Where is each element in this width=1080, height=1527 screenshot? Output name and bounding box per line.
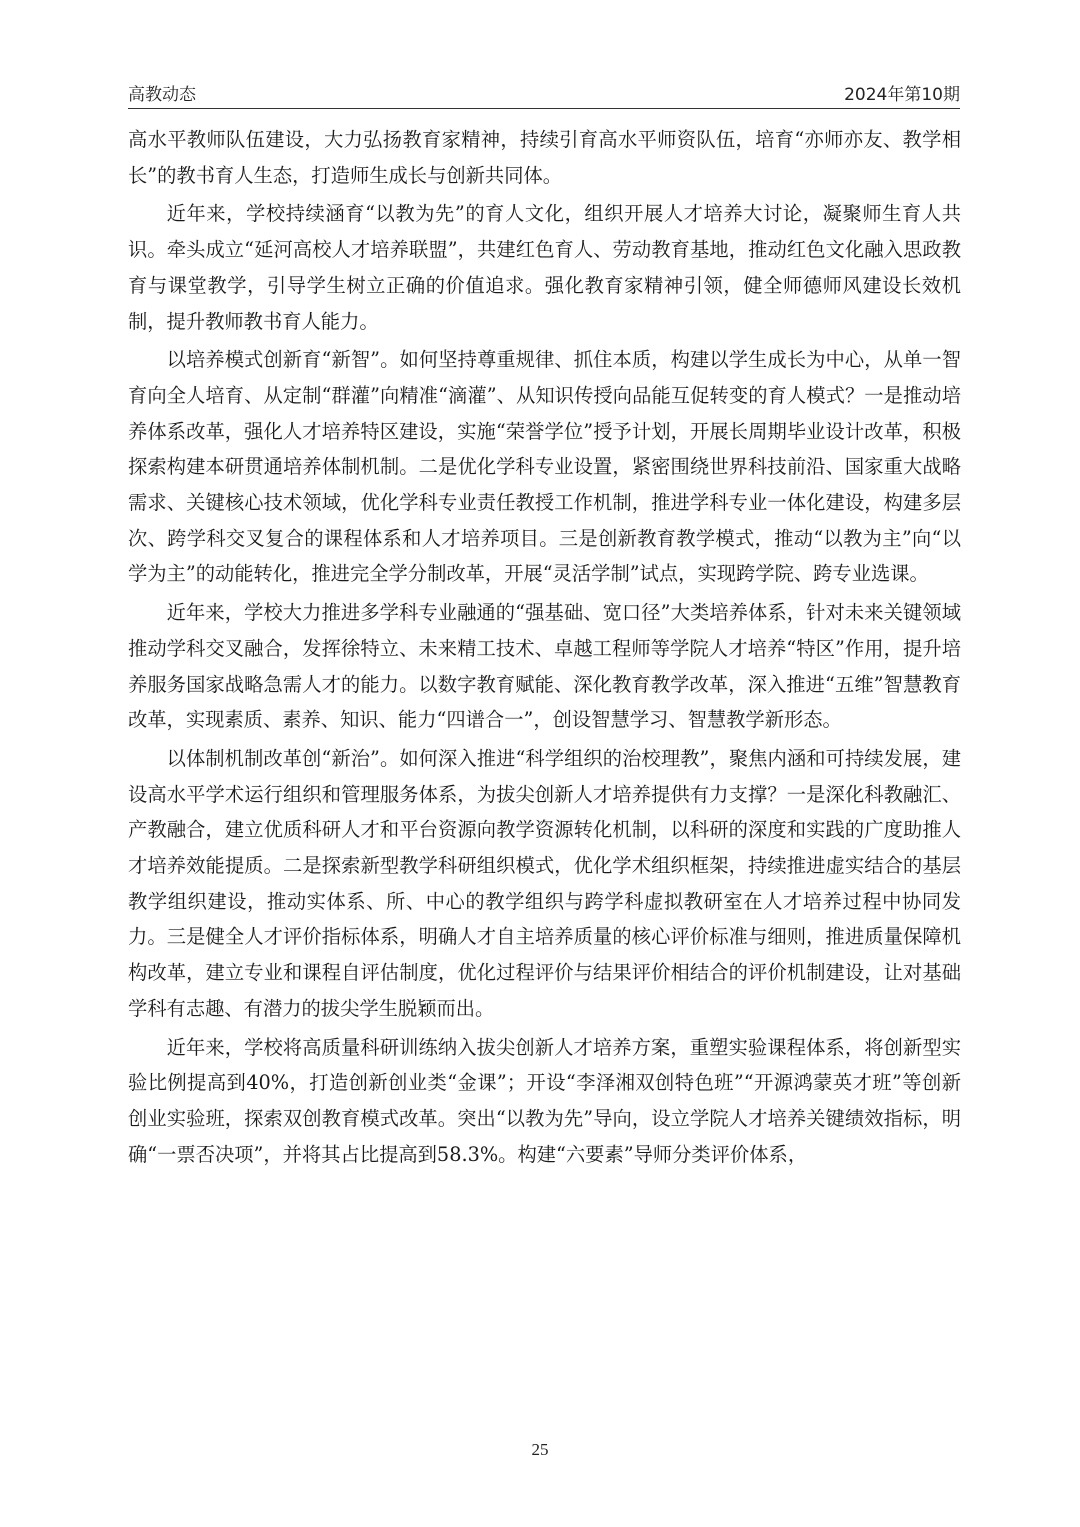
issue-number: 2024年第10期 — [844, 85, 960, 105]
paragraph: 近年来，学校大力推进多学科专业融通的“强基础、宽口径”大类培养体系，针对未来关键领域推动学科交叉融合，发挥徐特立、未来精工技术、卓越工程师等学院人才培养“特区”作用，提升培养服务国家战略急需人才的能力。以数字教育赋能、深化教育教学改革，深入推进“五维”智慧教育改革，实现素质、素养、知识、能力“四谱合一”，创设智慧学习、智慧教学新形态。 — [128, 601, 961, 732]
header-divider — [128, 108, 960, 109]
paragraph-continuation: 高水平教师队伍建设，大力弘扬教育家精神，持续引育高水平师资队伍，培育“亦师亦友、教学相长”的教书育人生态，打造师生成长与创新共同体。 — [128, 128, 961, 187]
journal-name: 高教动态 — [128, 85, 196, 105]
page-number: 25 — [531, 1440, 549, 1459]
paragraph: 近年来，学校将高质量科研训练纳入拔尖创新人才培养方案，重塑实验课程体系，将创新型实验比例提高到40%，打造创新创业类“金课”；开设“李泽湘双创特色班”“开源鸿蒙英才班”等创新创业实验班，探索双创教育模式改革。突出“以教为先”导向，设立学院人才培养关键绩效指标，明确“一票否决项”，并将其占比提高到58.3%。构建“六要素”导师分类评价体系， — [128, 1035, 961, 1166]
paragraph: 以培养模式创新育“新智”。如何坚持尊重规律、抓住本质，构建以学生成长为中心，从单一智育向全人培育、从定制“群灌”向精准“滴灌”、从知识传授向品能互促转变的育人模式？一是推动培养体系改革，强化人才培养特区建设，实施“荣誉学位”授予计划，开展长周期毕业设计改革，积极探索构建本研贯通培养体制机制。二是优化学科专业设置，紧密围绕世界科技前沿、国家重大战略需求、关键核心技术领域，优化学科专业责任教授工作机制，推进学科专业一体化建设，构建多层次、跨学科交叉复合的课程体系和人才培养项目。三是创新教育教学模式，推动“以教为主”向“以学为主”的动能转化，推进完全学分制改革，开展“灵活学制”试点，实现跨学院、跨专业选课。 — [128, 348, 961, 586]
article-body — [128, 122, 961, 1175]
running-header — [128, 78, 960, 108]
paragraph: 近年来，学校持续涵育“以教为先”的育人文化，组织开展人才培养大讨论，凝聚师生育人共识。牵头成立“延河高校人才培养联盟”，共建红色育人、劳动教育基地，推动红色文化融入思政教育与课堂教学，引导学生树立正确的价值追求。强化教育家精神引领，健全师德师风建设长效机制，提升教师教书育人能力。 — [128, 202, 961, 333]
paragraph: 以体制机制改革创“新治”。如何深入推进“科学组织的治校理教”，聚焦内涵和可持续发展，建设高水平学术运行组织和管理服务体系，为拔尖创新人才培养提供有力支撑？一是深化科教融汇、产教融合，建立优质科研人才和平台资源向教学资源转化机制，以科研的深度和实践的广度助推人才培养效能提质。二是探索新型教学科研组织模式，优化学术组织框架，持续推进虚实结合的基层教学组织建设，推动实体系、所、中心的教学组织与跨学科虚拟教研室在人才培养过程中协同发力。三是健全人才评价指标体系，明确人才自主培养质量的核心评价标准与细则，推进质量保障机构改革，建立专业和课程自评估制度，优化过程评价与结果评价相结合的评价机制建设，让对基础学科有志趣、有潜力的拔尖学生脱颖而出。 — [128, 746, 961, 1020]
